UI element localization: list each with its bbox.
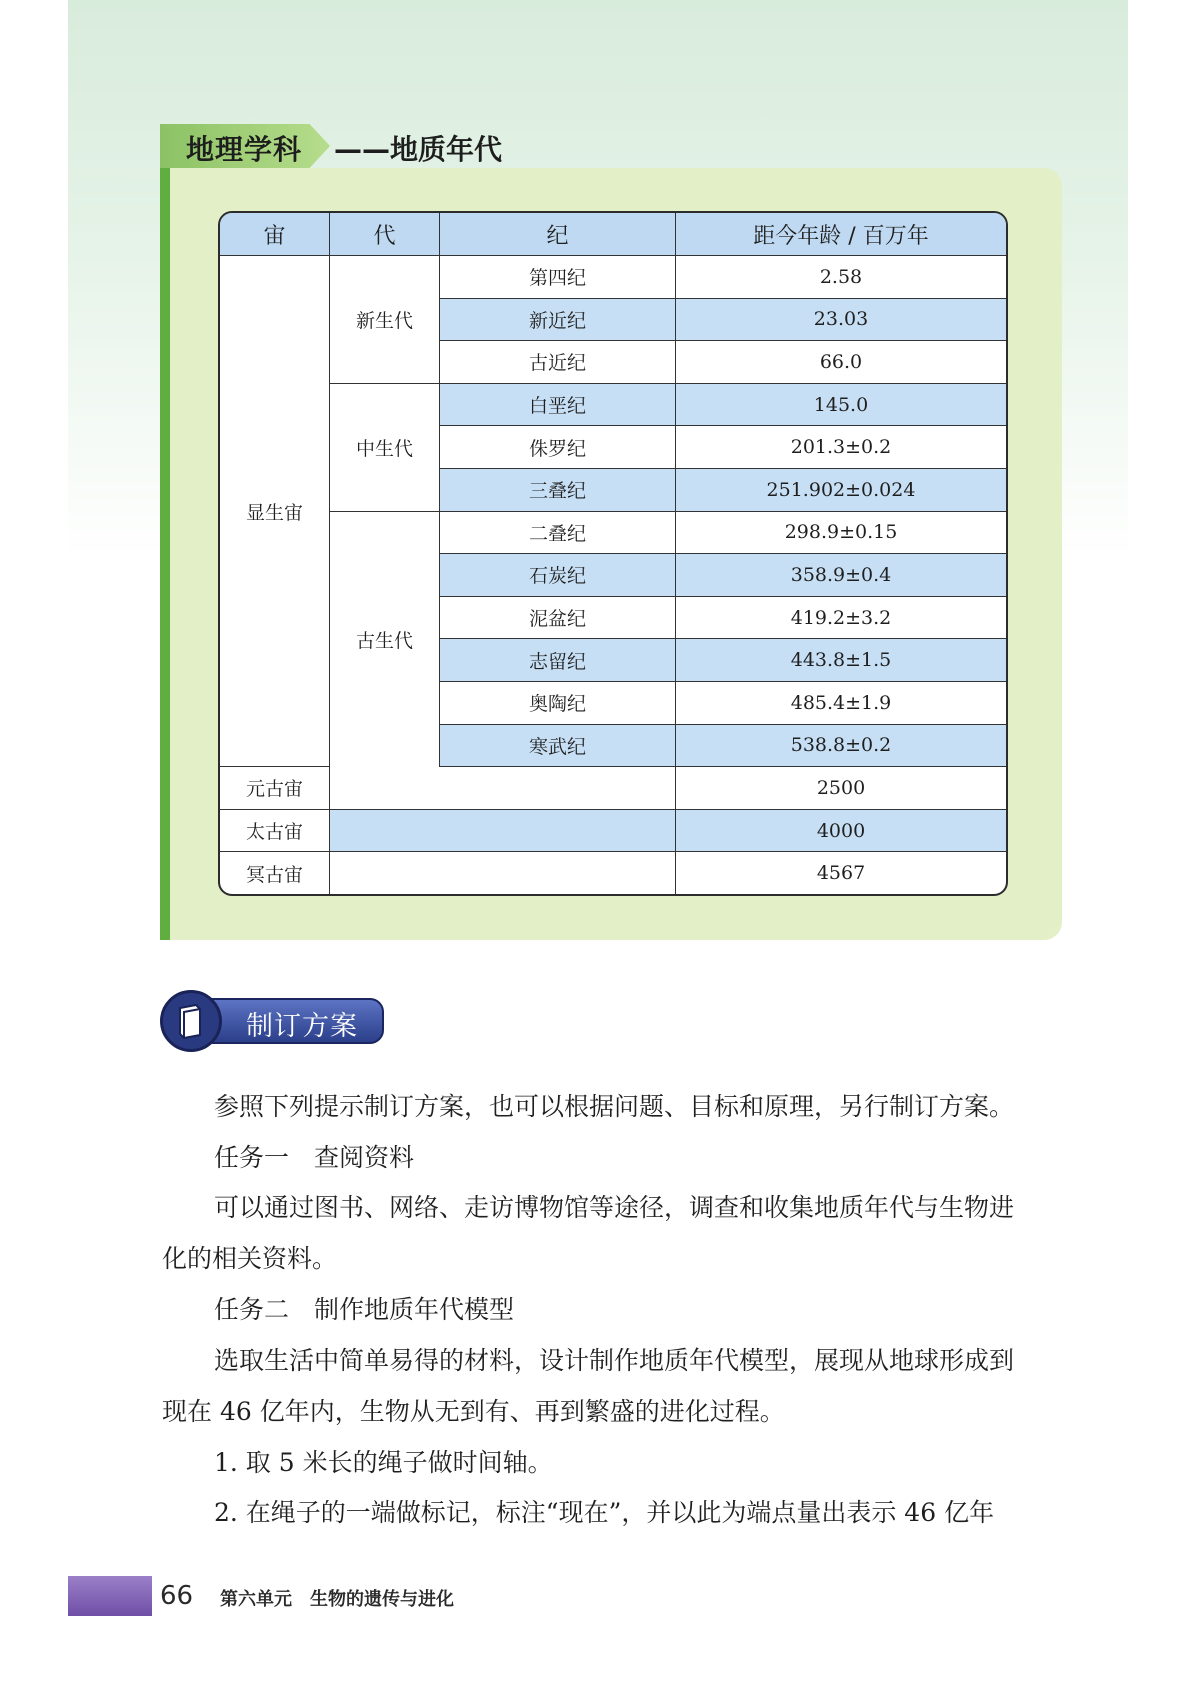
period-cell: 志留纪 bbox=[440, 639, 676, 682]
age-cell: 358.9±0.4 bbox=[676, 554, 1006, 597]
age-cell: 201.3±0.2 bbox=[676, 426, 1006, 469]
unit-title: 第六单元 生物的遗传与进化 bbox=[220, 1589, 454, 1610]
panel-accent-stripe bbox=[160, 130, 170, 940]
era-mesozoic: 中生代 bbox=[330, 384, 440, 512]
empty-span-cell bbox=[330, 810, 676, 853]
task1-line1: 可以通过图书、网络、走访博物馆等途径，调查和收集地质年代与生物进 bbox=[214, 1193, 1015, 1222]
age-cell: 2500 bbox=[676, 767, 1006, 810]
period-cell: 石炭纪 bbox=[440, 554, 676, 597]
section-badge-circle bbox=[160, 990, 222, 1052]
table-header-row bbox=[220, 213, 1006, 256]
period-cell: 寒武纪 bbox=[440, 725, 676, 768]
period-cell: 侏罗纪 bbox=[440, 426, 676, 469]
period-cell: 奥陶纪 bbox=[440, 682, 676, 725]
age-cell: 485.4±1.9 bbox=[676, 682, 1006, 725]
age-cell: 23.03 bbox=[676, 299, 1006, 342]
table-row bbox=[220, 810, 1006, 853]
table-row bbox=[220, 852, 1006, 894]
col-header-era: 代 bbox=[330, 213, 440, 256]
task2-line2: 现在 46 亿年内，生物从无到有、再到繁盛的进化过程。 bbox=[162, 1397, 785, 1426]
geologic-time-table bbox=[218, 211, 1008, 896]
task1-heading: 任务一 查阅资料 bbox=[214, 1143, 415, 1172]
empty-span-cell bbox=[330, 767, 676, 810]
period-cell: 泥盆纪 bbox=[440, 597, 676, 640]
empty-span-cell bbox=[330, 852, 676, 894]
age-cell: 2.58 bbox=[676, 256, 1006, 299]
task2-heading: 任务二 制作地质年代模型 bbox=[214, 1295, 515, 1324]
period-cell: 第四纪 bbox=[440, 256, 676, 299]
step2-line: 2. 在绳子的一端做标记，标注“现在”，并以此为端点量出表示 46 亿年 bbox=[214, 1498, 995, 1527]
period-cell: 白垩纪 bbox=[440, 384, 676, 427]
age-cell: 251.902±0.024 bbox=[676, 469, 1006, 512]
era-cenozoic: 新生代 bbox=[330, 256, 440, 384]
task1-line2: 化的相关资料。 bbox=[162, 1244, 338, 1273]
topic-title: ——地质年代 bbox=[334, 133, 503, 166]
section-title: 制订方案 bbox=[246, 1011, 358, 1042]
col-header-period: 纪 bbox=[440, 213, 676, 256]
eon-proterozoic: 元古宙 bbox=[220, 767, 330, 810]
eon-hadean: 冥古宙 bbox=[220, 852, 330, 894]
footer-accent-bar bbox=[68, 1576, 152, 1616]
table-row bbox=[220, 256, 1006, 299]
eon-phanerozoic: 显生宙 bbox=[220, 256, 330, 767]
period-cell: 新近纪 bbox=[440, 299, 676, 342]
col-header-age: 距今年龄 / 百万年 bbox=[676, 213, 1006, 256]
period-cell: 三叠纪 bbox=[440, 469, 676, 512]
age-cell: 66.0 bbox=[676, 341, 1006, 384]
age-cell: 419.2±3.2 bbox=[676, 597, 1006, 640]
section-badge bbox=[160, 990, 386, 1048]
subject-title: 地理学科 bbox=[186, 133, 303, 166]
period-cell: 二叠纪 bbox=[440, 512, 676, 555]
age-cell: 4567 bbox=[816, 862, 866, 885]
age-cell: 4000 bbox=[676, 810, 1006, 853]
table-row bbox=[220, 767, 1006, 810]
col-header-eon: 宙 bbox=[220, 213, 330, 256]
eon-archean: 太古宙 bbox=[220, 810, 330, 853]
table-row bbox=[220, 512, 1006, 555]
age-cell: 538.8±0.2 bbox=[676, 725, 1006, 768]
intro-paragraph: 参照下列提示制订方案，也可以根据问题、目标和原理，另行制订方案。 bbox=[214, 1092, 1015, 1121]
age-cell: 443.8±1.5 bbox=[676, 639, 1006, 682]
task2-line1: 选取生活中简单易得的材料，设计制作地质年代模型，展现从地球形成到 bbox=[214, 1346, 1015, 1375]
period-cell: 古近纪 bbox=[440, 341, 676, 384]
age-cell: 298.9±0.15 bbox=[676, 512, 1006, 555]
era-paleozoic: 古生代 bbox=[330, 512, 440, 768]
page-number: 66 bbox=[160, 1581, 194, 1611]
table-row bbox=[220, 384, 1006, 427]
notebook-icon bbox=[163, 993, 219, 1049]
step1-line: 1. 取 5 米长的绳子做时间轴。 bbox=[214, 1448, 553, 1477]
age-cell: 145.0 bbox=[676, 384, 1006, 427]
